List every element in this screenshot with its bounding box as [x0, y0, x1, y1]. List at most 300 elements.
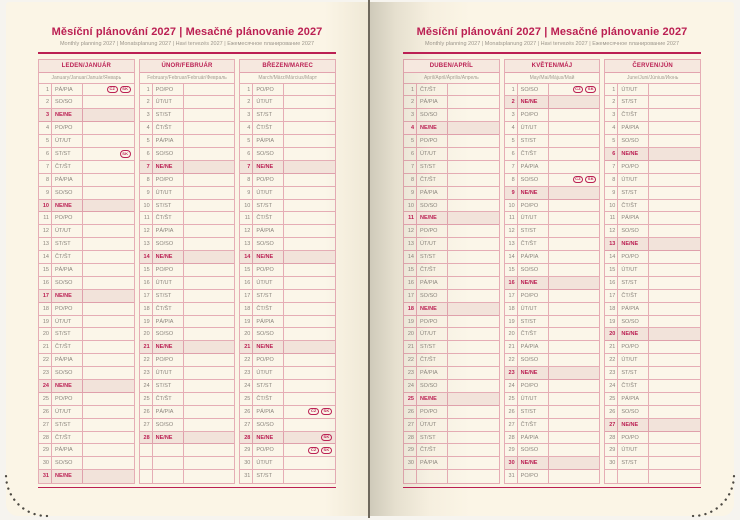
notes-cell [549, 328, 600, 340]
holiday-badge-sk: SK [120, 86, 131, 94]
day-name: PÁ/PIA [52, 444, 83, 456]
day-row [140, 238, 235, 251]
day-number [605, 470, 618, 483]
day-name: ST/ST [518, 316, 549, 328]
notes-cell [549, 432, 600, 444]
day-row [39, 341, 134, 354]
day-name: NE/NE [153, 161, 184, 173]
day-row [140, 380, 235, 393]
months-container-right [403, 59, 701, 485]
notes-cell [184, 393, 235, 405]
notes-cell [448, 96, 499, 108]
day-row [404, 174, 499, 187]
day-row [605, 84, 700, 97]
notes-cell [448, 148, 499, 160]
notes-cell [649, 135, 700, 147]
day-number: 15 [140, 264, 153, 276]
day-number: 17 [605, 290, 618, 302]
day-name: NE/NE [417, 303, 448, 315]
day-name: ST/ST [518, 406, 549, 418]
notes-cell [448, 212, 499, 224]
day-row [605, 238, 700, 251]
notes-cell [184, 135, 235, 147]
day-row [404, 380, 499, 393]
day-number: 14 [404, 251, 417, 263]
notes-cell [83, 328, 134, 340]
notes-cell [448, 84, 499, 96]
day-number: 26 [505, 406, 518, 418]
day-number: 15 [240, 264, 253, 276]
day-name: NE/NE [253, 161, 284, 173]
day-row [605, 316, 700, 329]
day-number: 5 [39, 135, 52, 147]
day-number: 30 [505, 457, 518, 469]
day-number: 8 [404, 174, 417, 186]
day-number: 10 [605, 200, 618, 212]
day-row [505, 251, 600, 264]
day-row [140, 341, 235, 354]
day-name: NE/NE [52, 380, 83, 392]
day-row [39, 135, 134, 148]
day-name: ČT/ŠT [253, 212, 284, 224]
notes-cell [649, 316, 700, 328]
day-number: 10 [505, 200, 518, 212]
notes-cell [184, 84, 235, 96]
day-name: NE/NE [618, 238, 649, 250]
month-table [239, 59, 336, 485]
day-row [39, 148, 134, 161]
notes-cell [184, 303, 235, 315]
notes-cell [549, 109, 600, 121]
holiday-badge-cz: CZ [308, 447, 319, 455]
day-name: ČT/ŠT [518, 238, 549, 250]
day-name: PO/PO [253, 264, 284, 276]
day-row [39, 393, 134, 406]
day-name: NE/NE [518, 457, 549, 469]
day-name: SO/SO [417, 109, 448, 121]
month-intl-names: March/März/Március/Март [240, 73, 335, 84]
day-row [140, 225, 235, 238]
notes-cell [549, 200, 600, 212]
day-name: PO/PO [52, 212, 83, 224]
day-number: 20 [505, 328, 518, 340]
day-number: 2 [404, 96, 417, 108]
day-number: 16 [605, 277, 618, 289]
notes-cell [549, 470, 600, 483]
planner-page-left [6, 2, 368, 516]
notes-cell [284, 212, 335, 224]
day-name: SO/SO [618, 406, 649, 418]
day-row [505, 380, 600, 393]
notes-cell [649, 419, 700, 431]
notes-cell [448, 316, 499, 328]
day-row [39, 109, 134, 122]
planner-page-right [370, 2, 734, 516]
day-number: 5 [505, 135, 518, 147]
day-row [404, 444, 499, 457]
day-row [240, 406, 335, 419]
month-table [604, 59, 701, 485]
notes-cell [284, 238, 335, 250]
notes-cell [549, 303, 600, 315]
day-row [140, 187, 235, 200]
day-name: SO/SO [417, 290, 448, 302]
day-name: PO/PO [518, 109, 549, 121]
day-number: 11 [39, 212, 52, 224]
notes-cell [83, 264, 134, 276]
day-number: 17 [140, 290, 153, 302]
day-number: 11 [404, 212, 417, 224]
notes-cell [448, 264, 499, 276]
notes-cell [448, 406, 499, 418]
day-name: SO/SO [52, 96, 83, 108]
notes-cell [184, 328, 235, 340]
day-row [605, 251, 700, 264]
holiday-badge-cz: CZ [308, 408, 319, 416]
day-name: SO/SO [618, 135, 649, 147]
day-name: PÁ/PIA [52, 354, 83, 366]
day-row [140, 303, 235, 316]
day-number: 3 [505, 109, 518, 121]
day-name: PO/PO [153, 84, 184, 96]
notes-cell [448, 225, 499, 237]
notes-cell [83, 367, 134, 379]
day-row [404, 187, 499, 200]
book-spine-gutter [368, 0, 370, 518]
day-row [140, 264, 235, 277]
day-number: 22 [605, 354, 618, 366]
notes-cell [83, 380, 134, 392]
notes-cell [549, 393, 600, 405]
holiday-badge-sk: SK [321, 447, 332, 455]
day-row [404, 277, 499, 290]
day-name: PÁ/PIA [153, 316, 184, 328]
day-row [605, 303, 700, 316]
day-number: 12 [240, 225, 253, 237]
day-row [605, 444, 700, 457]
day-name: SO/SO [253, 328, 284, 340]
notes-cell [549, 187, 600, 199]
day-number: 11 [505, 212, 518, 224]
day-row [240, 148, 335, 161]
day-name: ÚT/UT [518, 212, 549, 224]
month-table [38, 59, 135, 485]
notes-cell [448, 380, 499, 392]
day-number: 4 [505, 122, 518, 134]
day-row [140, 84, 235, 97]
day-name: PO/PO [618, 251, 649, 263]
day-number: 20 [240, 328, 253, 340]
day-name: PÁ/PIA [253, 225, 284, 237]
notes-cell [448, 444, 499, 456]
day-row [39, 212, 134, 225]
notes-cell [549, 406, 600, 418]
month-name: DUBEN/APRÍL [404, 60, 499, 73]
day-row [240, 419, 335, 432]
day-number [140, 444, 153, 456]
day-number: 5 [140, 135, 153, 147]
day-number: 15 [505, 264, 518, 276]
day-name: NE/NE [518, 96, 549, 108]
notes-cell [184, 444, 235, 456]
notes-cell [649, 161, 700, 173]
day-row [505, 109, 600, 122]
day-row [404, 432, 499, 445]
day-name: ST/ST [153, 109, 184, 121]
day-row [505, 84, 600, 97]
day-row [505, 200, 600, 213]
day-row [240, 135, 335, 148]
notes-cell [83, 200, 134, 212]
day-row [240, 225, 335, 238]
day-name: ÚT/UT [618, 444, 649, 456]
day-name: PO/PO [253, 84, 284, 96]
day-row [404, 290, 499, 303]
notes-cell [83, 174, 134, 186]
day-number: 16 [505, 277, 518, 289]
day-name: ÚT/UT [518, 122, 549, 134]
day-name [618, 470, 649, 483]
notes-cell [83, 225, 134, 237]
day-row [240, 122, 335, 135]
notes-cell [649, 367, 700, 379]
day-number: 8 [605, 174, 618, 186]
notes-cell [184, 367, 235, 379]
day-number: 7 [140, 161, 153, 173]
day-row [404, 84, 499, 97]
day-row [140, 161, 235, 174]
notes-cell [448, 354, 499, 366]
day-number: 1 [404, 84, 417, 96]
day-name: PÁ/PIA [618, 393, 649, 405]
notes-cell [549, 264, 600, 276]
day-name: NE/NE [253, 341, 284, 353]
page-subtitle: Monthly planning 2027 | Monatsplanung 2027 | Havi tervezés 2027 | Ежемесячное планирование 2027 [424, 41, 680, 47]
notes-cell [284, 444, 335, 456]
day-name: NE/NE [518, 367, 549, 379]
day-number: 12 [505, 225, 518, 237]
notes-cell [549, 380, 600, 392]
day-number: 2 [240, 96, 253, 108]
day-row [39, 432, 134, 445]
notes-cell [83, 303, 134, 315]
day-row [140, 212, 235, 225]
day-name: NE/NE [518, 277, 549, 289]
day-row [39, 96, 134, 109]
notes-cell [284, 367, 335, 379]
day-number: 19 [605, 316, 618, 328]
day-row [605, 161, 700, 174]
day-number: 3 [404, 109, 417, 121]
day-number: 8 [140, 174, 153, 186]
day-name: ÚT/UT [153, 277, 184, 289]
day-name: PO/PO [417, 316, 448, 328]
notes-cell [649, 432, 700, 444]
notes-cell [448, 277, 499, 289]
day-row [240, 470, 335, 483]
notes-cell [83, 109, 134, 121]
day-row [39, 328, 134, 341]
day-row [505, 303, 600, 316]
notes-cell [649, 277, 700, 289]
notes-cell [649, 264, 700, 276]
day-name: SO/SO [518, 174, 549, 186]
day-number: 23 [140, 367, 153, 379]
day-row [605, 187, 700, 200]
day-number: 18 [605, 303, 618, 315]
day-number: 21 [240, 341, 253, 353]
day-row [140, 470, 235, 483]
notes-cell [649, 457, 700, 469]
holiday-badge-sk: SK [321, 434, 332, 442]
day-row [404, 161, 499, 174]
day-number [140, 457, 153, 469]
day-number: 5 [404, 135, 417, 147]
day-number: 31 [39, 470, 52, 483]
notes-cell [83, 316, 134, 328]
day-number: 23 [404, 367, 417, 379]
day-number: 28 [505, 432, 518, 444]
bottom-rule [38, 487, 336, 488]
day-number: 21 [39, 341, 52, 353]
day-row [39, 419, 134, 432]
day-row [240, 264, 335, 277]
day-name: ST/ST [518, 225, 549, 237]
day-row [140, 457, 235, 470]
day-row [605, 419, 700, 432]
month-name: ÚNOR/FEBRUÁR [140, 60, 235, 73]
day-number: 18 [505, 303, 518, 315]
day-name: ČT/ŠT [618, 290, 649, 302]
day-number: 19 [404, 316, 417, 328]
day-row [605, 277, 700, 290]
notes-cell [83, 96, 134, 108]
day-name: SO/SO [518, 264, 549, 276]
notes-cell [184, 432, 235, 444]
day-name: SO/SO [153, 328, 184, 340]
day-name: SO/SO [253, 419, 284, 431]
notes-cell [83, 406, 134, 418]
day-name: PÁ/PIA [153, 406, 184, 418]
day-number: 3 [240, 109, 253, 121]
day-name: PÁ/PIA [417, 277, 448, 289]
day-name [153, 444, 184, 456]
day-name: ST/ST [52, 419, 83, 431]
day-name: ČT/ŠT [618, 200, 649, 212]
notes-cell [284, 380, 335, 392]
day-number: 18 [140, 303, 153, 315]
notes-cell [448, 122, 499, 134]
day-name: ČT/ŠT [518, 419, 549, 431]
day-number: 11 [605, 212, 618, 224]
notes-cell [649, 200, 700, 212]
day-name: ČT/ŠT [417, 354, 448, 366]
day-name: ÚT/UT [52, 135, 83, 147]
day-number: 26 [240, 406, 253, 418]
day-number: 22 [140, 354, 153, 366]
day-row [404, 393, 499, 406]
day-row [404, 225, 499, 238]
notes-cell [284, 457, 335, 469]
day-row [605, 109, 700, 122]
day-row [240, 380, 335, 393]
notes-cell [549, 212, 600, 224]
day-number: 24 [605, 380, 618, 392]
day-row [605, 148, 700, 161]
day-number: 31 [240, 470, 253, 483]
day-row [404, 251, 499, 264]
day-row [140, 109, 235, 122]
notes-cell [448, 328, 499, 340]
notes-cell [549, 457, 600, 469]
day-row [240, 316, 335, 329]
page-title: Měsíční plánování 2027 | Mesačné plánovanie 2027 [416, 26, 688, 38]
notes-cell [184, 238, 235, 250]
notes-cell [184, 148, 235, 160]
notes-cell [448, 251, 499, 263]
day-number: 10 [240, 200, 253, 212]
day-row [505, 290, 600, 303]
day-number: 14 [505, 251, 518, 263]
day-number: 4 [39, 122, 52, 134]
day-name: ÚT/UT [417, 328, 448, 340]
notes-cell [184, 380, 235, 392]
day-number: 12 [39, 225, 52, 237]
day-name: SO/SO [153, 238, 184, 250]
day-name: NE/NE [153, 432, 184, 444]
notes-cell [184, 225, 235, 237]
notes-cell [549, 290, 600, 302]
day-name [417, 470, 448, 483]
notes-cell [184, 290, 235, 302]
notes-cell [448, 161, 499, 173]
day-row [605, 200, 700, 213]
day-name: NE/NE [618, 419, 649, 431]
day-number: 13 [240, 238, 253, 250]
month-table [504, 59, 601, 485]
day-number: 16 [140, 277, 153, 289]
day-name: NE/NE [153, 341, 184, 353]
day-number: 7 [605, 161, 618, 173]
day-name: NE/NE [417, 122, 448, 134]
day-row [505, 212, 600, 225]
day-name: ST/ST [417, 341, 448, 353]
day-row [240, 238, 335, 251]
day-number: 25 [404, 393, 417, 405]
notes-cell [549, 225, 600, 237]
notes-cell [184, 277, 235, 289]
day-number: 27 [404, 419, 417, 431]
day-row [605, 96, 700, 109]
day-name: ST/ST [417, 161, 448, 173]
notes-cell [284, 393, 335, 405]
day-name: PÁ/PIA [417, 187, 448, 199]
day-number: 23 [39, 367, 52, 379]
day-number: 26 [140, 406, 153, 418]
day-name: PÁ/PIA [52, 264, 83, 276]
month-name: ČERVEN/JÚN [605, 60, 700, 73]
day-number: 2 [140, 96, 153, 108]
day-row [240, 200, 335, 213]
notes-cell [448, 303, 499, 315]
day-name: ČT/ŠT [153, 212, 184, 224]
day-row [140, 406, 235, 419]
day-number: 9 [140, 187, 153, 199]
day-name: ST/ST [253, 109, 284, 121]
day-name: ÚT/UT [417, 238, 448, 250]
day-row [404, 419, 499, 432]
day-row [404, 303, 499, 316]
